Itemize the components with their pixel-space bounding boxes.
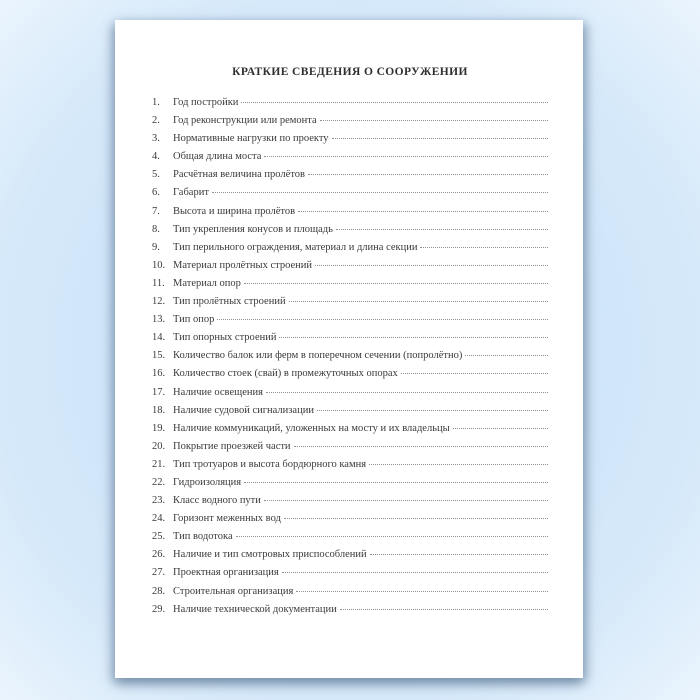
item-label: Наличие технической документации [173, 603, 337, 615]
item-label: Количество балок или ферм в поперечном сечении (попролётно) [173, 350, 463, 362]
list-item [152, 365, 548, 383]
list-item [152, 402, 548, 420]
list-item [152, 601, 548, 619]
list-item [152, 329, 548, 347]
item-label: Наличие и тип смотровых приспособлений [173, 549, 367, 561]
item-label: Общая длина моста [173, 151, 262, 163]
dotted-leader [298, 211, 548, 212]
item-number: 3. [152, 133, 160, 145]
item-label: Тип перильного ограждения, материал и длина секции [173, 241, 418, 253]
item-number: 18. [152, 404, 166, 416]
dotted-leader [217, 319, 548, 320]
dotted-leader [264, 500, 548, 501]
dotted-leader [244, 283, 548, 284]
item-number: 4. [152, 151, 160, 163]
dotted-leader [317, 410, 548, 411]
item-number: 9. [152, 241, 160, 253]
list-item [152, 420, 548, 438]
item-number: 13. [152, 314, 166, 326]
dotted-leader [420, 247, 548, 248]
item-label: Количество стоек (свай) в промежуточных опорах [173, 368, 398, 380]
item-label: Строительная организация [173, 585, 294, 597]
item-number: 23. [152, 495, 166, 507]
item-number: 24. [152, 513, 166, 525]
item-label: Материал опор [173, 277, 241, 289]
item-label: Гидроизоляция [173, 476, 242, 488]
dotted-leader [294, 446, 548, 447]
list-item [152, 221, 548, 239]
list-item [152, 564, 548, 582]
item-label: Год реконструкции или ремонта [173, 115, 317, 127]
item-label: Наличие коммуникаций, уложенных на мосту и их владельцы [173, 422, 450, 434]
page-title: КРАТКИЕ СВЕДЕНИЯ О СООРУЖЕНИИ [232, 66, 468, 78]
item-number: 27. [152, 567, 166, 579]
dotted-leader [320, 120, 548, 121]
item-label: Тип укрепления конусов и площадь [173, 223, 333, 235]
item-number: 6. [152, 187, 160, 199]
item-label: Габарит [173, 187, 209, 199]
dotted-leader [284, 518, 548, 519]
list-item [152, 528, 548, 546]
item-label: Проектная организация [173, 567, 279, 579]
item-number: 20. [152, 440, 166, 452]
dotted-leader [264, 156, 548, 157]
dotted-leader [212, 192, 548, 193]
dotted-leader [315, 265, 548, 266]
dotted-leader [340, 609, 548, 610]
list-item [152, 130, 548, 148]
item-number: 2. [152, 115, 160, 127]
item-number: 15. [152, 350, 166, 362]
item-label: Тип водотока [173, 531, 233, 543]
dotted-leader [289, 301, 548, 302]
item-number: 26. [152, 549, 166, 561]
item-number: 21. [152, 458, 166, 470]
dotted-leader [308, 174, 548, 175]
list-item [152, 112, 548, 130]
dotted-leader [244, 482, 548, 483]
item-label: Год постройки [173, 97, 239, 108]
item-label: Тип опор [173, 314, 215, 326]
item-label: Тип тротуаров и высота бордюрного камня [173, 458, 367, 470]
item-number: 11. [152, 277, 165, 289]
item-label: Покрытие проезжей части [173, 440, 291, 452]
list-item [152, 311, 548, 329]
list-item [152, 456, 548, 474]
item-label: Тип пролётных строений [173, 296, 286, 308]
dotted-leader [266, 392, 548, 393]
item-number: 17. [152, 386, 166, 398]
list-item [152, 510, 548, 528]
dotted-leader [282, 572, 548, 573]
item-number: 25. [152, 531, 166, 543]
dotted-leader [369, 464, 548, 465]
item-number: 28. [152, 585, 166, 597]
list-item [152, 94, 548, 112]
list-item [152, 184, 548, 202]
dotted-leader [332, 138, 548, 139]
item-number: 8. [152, 223, 160, 235]
item-label: Класс водного пути [173, 495, 261, 507]
item-label: Нормативные нагрузки по проекту [173, 133, 329, 145]
list-item [152, 474, 548, 492]
item-number: 19. [152, 422, 166, 434]
dotted-leader [370, 554, 548, 555]
dotted-leader [236, 536, 548, 537]
dotted-leader [279, 337, 548, 338]
item-label: Высота и ширина пролётов [173, 205, 296, 217]
item-label: Горизонт меженных вод [173, 513, 281, 525]
dotted-leader [465, 355, 548, 356]
item-number: 29. [152, 603, 166, 615]
item-number: 12. [152, 296, 166, 308]
item-label: Материал пролётных строений [173, 259, 313, 271]
list-item [152, 148, 548, 166]
item-number: 10. [152, 259, 166, 271]
list-item [152, 492, 548, 510]
item-number: 22. [152, 476, 166, 488]
list-item [152, 347, 548, 365]
list-item [152, 257, 548, 275]
item-label: Наличие судовой сигнализации [173, 404, 314, 416]
document-page [115, 20, 583, 678]
list-item [152, 293, 548, 311]
item-number: 14. [152, 332, 166, 344]
list-item [152, 583, 548, 601]
list-item [152, 203, 548, 221]
list-item [152, 166, 548, 184]
dotted-leader [336, 229, 548, 230]
list-item [152, 384, 548, 402]
list-item [152, 275, 548, 293]
dotted-leader [296, 591, 548, 592]
items-list [152, 94, 548, 619]
list-item [152, 239, 548, 257]
dotted-leader [453, 428, 548, 429]
item-number: 5. [152, 169, 160, 181]
list-item [152, 438, 548, 456]
item-label: Тип опорных строений [173, 332, 277, 344]
list-item [152, 546, 548, 564]
item-number: 1. [152, 97, 160, 108]
item-label: Расчётная величина пролётов [173, 169, 305, 181]
item-number: 7. [152, 205, 160, 217]
dotted-leader [401, 373, 548, 374]
item-label: Наличие освещения [173, 386, 263, 398]
dotted-leader [241, 102, 548, 103]
item-number: 16. [152, 368, 166, 380]
